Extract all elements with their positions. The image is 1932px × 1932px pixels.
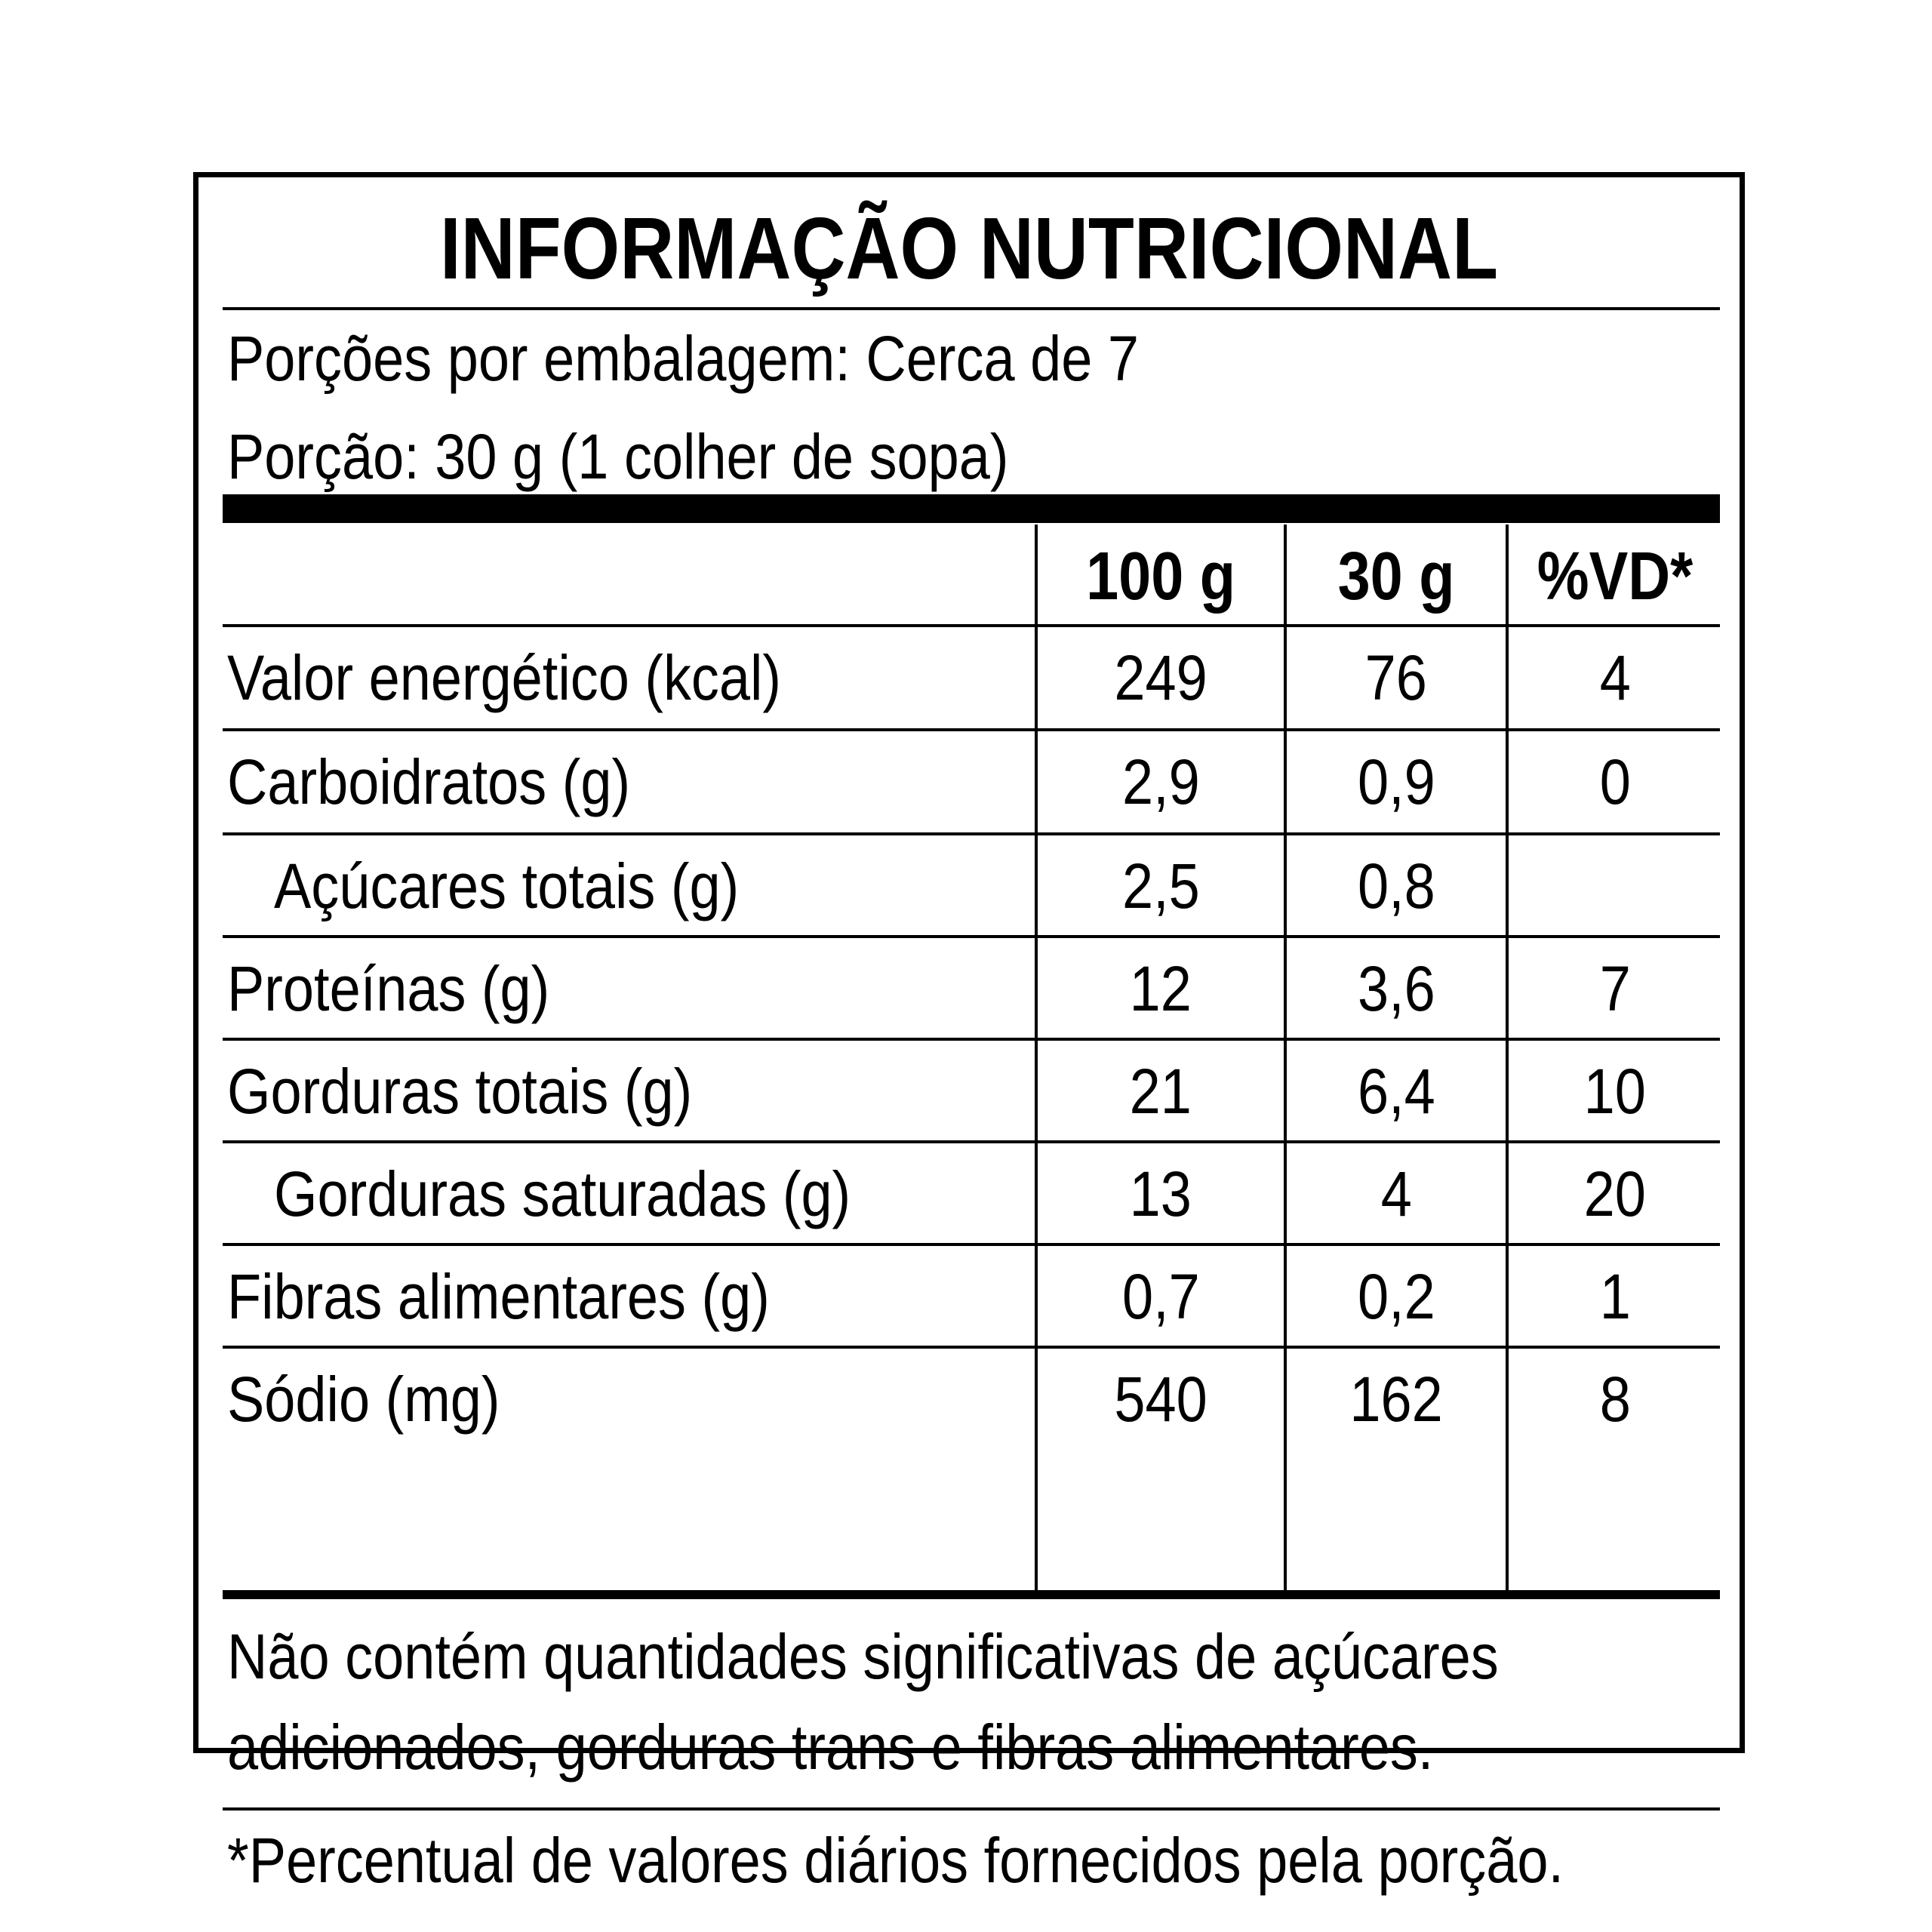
table-row [198, 835, 1740, 937]
value-100g: 540 [1114, 1364, 1208, 1435]
note-line: adicionados, gorduras trans e fibras alimentares. [227, 1712, 1434, 1783]
row-label: Sódio (mg) [227, 1364, 500, 1435]
value-vd [1509, 835, 1721, 937]
value-30g: 6,4 [1357, 1056, 1435, 1127]
servings-per-package: Porções por embalagem: Cerca de 7 [227, 323, 1139, 394]
nutrition-facts-panel [193, 172, 1745, 1896]
row-label: Gorduras totais (g) [227, 1056, 693, 1127]
note-line: Não contém quantidades significativas de açúcares [227, 1621, 1499, 1692]
value-100g: 12 [1129, 953, 1192, 1024]
value-vd: 1 [1599, 1261, 1631, 1332]
value-vd: 7 [1599, 953, 1631, 1024]
value-100g: 0,7 [1121, 1261, 1200, 1332]
table-row [198, 627, 1740, 728]
value-vd: 8 [1599, 1364, 1631, 1435]
table-row [198, 1349, 1740, 1450]
serving-size: Porção: 30 g (1 colher de sopa) [227, 421, 1009, 492]
value-100g: 13 [1129, 1158, 1192, 1229]
row-label: Valor energético (kcal) [227, 642, 782, 713]
column-header-vd: %VD* [1537, 539, 1694, 614]
value-100g: 249 [1114, 642, 1208, 713]
value-30g: 4 [1380, 1158, 1412, 1229]
row-label: Açúcares totais (g) [274, 851, 740, 921]
value-vd: 20 [1583, 1158, 1647, 1229]
table-row [198, 1246, 1740, 1347]
value-100g: 2,9 [1121, 746, 1200, 817]
thick-divider [223, 1590, 1720, 1599]
value-vd: 4 [1599, 642, 1631, 713]
thick-divider [223, 494, 1720, 523]
row-label: Proteínas (g) [227, 953, 550, 1024]
value-vd: 10 [1583, 1056, 1647, 1127]
row-label: Fibras alimentares (g) [227, 1261, 770, 1332]
value-30g: 0,2 [1357, 1261, 1435, 1332]
panel-title: INFORMAÇÃO NUTRICIONAL [439, 199, 1499, 297]
value-30g: 3,6 [1357, 953, 1435, 1024]
value-30g: 162 [1349, 1364, 1443, 1435]
row-label: Gorduras saturadas (g) [274, 1158, 851, 1229]
value-vd: 0 [1599, 746, 1631, 817]
table-row [198, 731, 1740, 832]
table-row [198, 1041, 1740, 1142]
divider [223, 307, 1720, 310]
footnote: *Percentual de valores diários fornecidos pela porção. [227, 1825, 1564, 1896]
row-label: Carboidratos (g) [227, 746, 631, 817]
column-header-100g: 100 g [1086, 539, 1235, 614]
column-header-30g: 30 g [1337, 539, 1455, 614]
value-30g: 76 [1364, 642, 1428, 713]
table-row [198, 938, 1740, 1039]
value-30g: 0,8 [1357, 851, 1435, 921]
divider [223, 1807, 1720, 1810]
value-100g: 2,5 [1121, 851, 1200, 921]
value-30g: 0,9 [1357, 746, 1435, 817]
value-100g: 21 [1129, 1056, 1192, 1127]
table-row [198, 1143, 1740, 1244]
